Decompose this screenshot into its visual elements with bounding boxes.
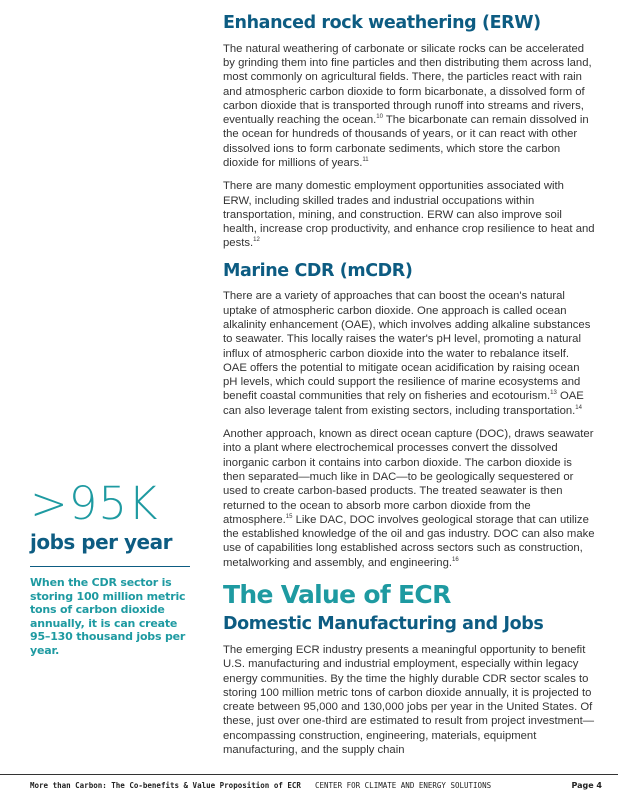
ecr-paragraph-1: The emerging ECR industry presents a meaningful opportunity to benefit U.S. manufacturing and industrial employment, especially within legacy energy communities. By the time the highly durable CDR sector scales to storing 100 million metric tons of carbon dioxide annually, it is projected to create between 95,000 and 130,000 jobs per year in the United States. Of these, just over one-third are estimated to result from project investment—encompassing construction, engineering, materials, equipment manufacturing, and the supply chain [223, 643, 595, 756]
erw-p1b-text: The bicarbonate can remain dissolved in the ocean for hundreds of thousands of years, or it can react with other dissolved ions to form carbonate sediments, which store the carbon dioxide for millions of years. [223, 114, 589, 169]
stat-label: jobs per year [30, 530, 172, 554]
stat-callout [30, 477, 192, 657]
stat-value: >95K [30, 477, 159, 530]
footnote-ref: 11 [362, 157, 369, 164]
page-number: Page 4 [571, 781, 602, 790]
footer-organization: CENTER FOR CLIMATE AND ENERGY SOLUTIONS [315, 781, 492, 790]
footnote-ref: 13 [550, 390, 557, 397]
erw-p1-text: The natural weathering of carbonate or silicate rocks can be accelerated by grinding them into fine particles and then distributing them across land, most commonly on agricultural fields. There, the particles react with rain and atmospheric carbon dioxide to form bicarbonate, a dissolved form of carbon dioxide that is transported through runoff into streams and rivers, eventually reaching the ocean. [223, 42, 592, 127]
footnote-ref: 10 [376, 114, 383, 121]
footnote-ref: 15 [285, 514, 293, 521]
footnote-ref: 14 [575, 405, 582, 412]
ecr-heading: The Value of ECR [223, 580, 451, 610]
footer-document-title: More than Carbon: The Co-benefits & Value Proposition of ECR [30, 781, 301, 790]
mcdr-p1b-text: OAE can also leverage talent from existing sectors, including transportation. [223, 390, 584, 417]
mcdr-heading: Marine CDR (mCDR) [223, 260, 413, 281]
mcdr-p2b-text: Like DAC, DOC involves geological storage that can utilize the established knowledge of the oil and gas industry. DOC can also make use of capabilities long established across sectors such as construction, metalworking and assembly, and engineering. [223, 513, 595, 569]
footnote-ref: 16 [452, 556, 459, 563]
erw-heading: Enhanced rock weathering (ERW) [223, 13, 541, 33]
callout-text: When the CDR sector is storing 100 million metric tons of carbon dioxide annually, it is can create 95–130 thousand jobs per year. [30, 576, 186, 657]
ecr-subheading: Domestic Manufacturing and Jobs [223, 614, 544, 635]
mcdr-paragraph-2 [223, 427, 595, 570]
callout-divider [30, 566, 190, 567]
erw-p2-text: There are many domestic employment opportunities associated with ERW, including skilled trades and industrial occupations within transportation, mining, and construction. ERW can also improve soil health, increase crop productivity, and enhance crop resilience to heat and pests. [223, 180, 595, 250]
mcdr-paragraph-1 [223, 289, 595, 418]
erw-paragraph-1 [223, 42, 595, 171]
mcdr-p2-text: Another approach, known as direct ocean capture (DOC), draws seawater into a plant where electrochemical processes convert the dissolved inorganic carbon it contains into carbon dioxide. The carbon dioxide is then separated—much like in DAC—to be geologically sequestered or used to create carbon-based products. The treated seawater is then returned to the ocean to absorb more carbon dioxide from the atmosphere. [223, 428, 594, 526]
main-column [223, 12, 595, 766]
mcdr-p1-text: There are a variety of approaches that can boost the ocean's natural uptake of atmospheric carbon dioxide. One approach is called ocean alkalinity enhancement (OAE), which involves adding alkaline substances to seawater. This locally raises the water's pH level, promoting a natural influx of atmospheric carbon dioxide into the water to rebalance itself. OAE offers the potential to mitigate ocean acidification by raising ocean pH levels, which could support the resilience of marine ecosystems and benefit coastal communities that rely on fisheries and ecotourism. [223, 290, 591, 403]
erw-paragraph-2 [223, 179, 595, 250]
footer-divider [0, 774, 618, 775]
footnote-ref: 12 [253, 237, 260, 244]
